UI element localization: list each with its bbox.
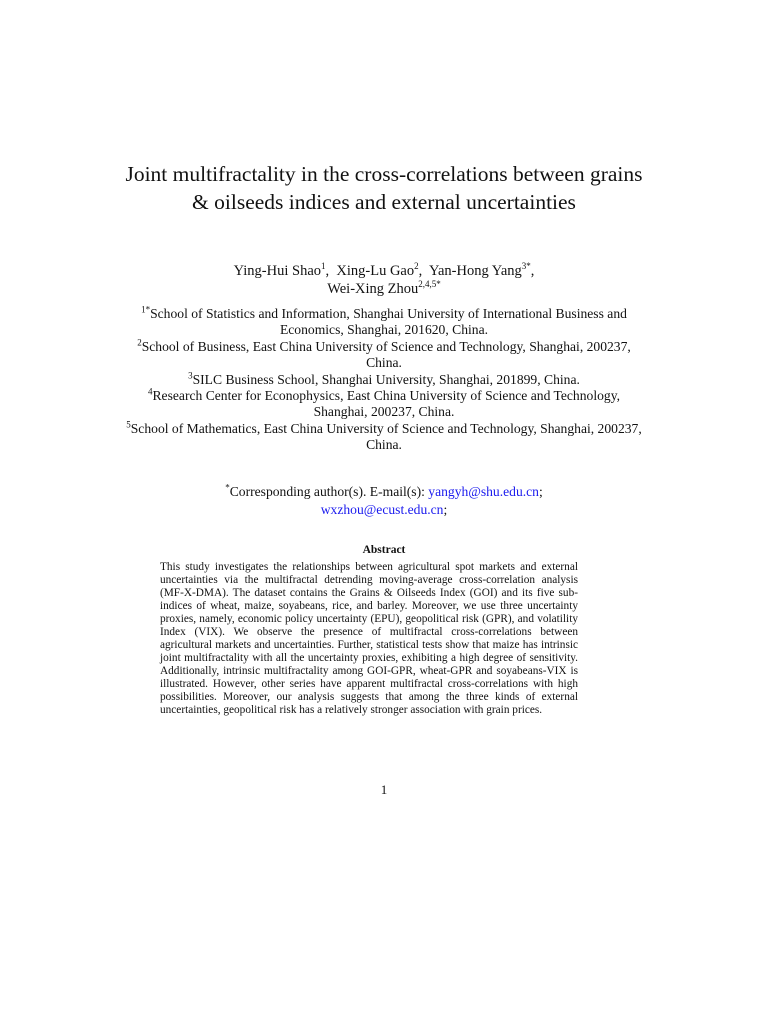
affiliation-text: SILC Business School, Shanghai University, Shanghai, 201899, China.: [192, 371, 580, 387]
affiliation-5: [120, 421, 648, 454]
affiliation-3: [120, 372, 648, 388]
corresponding-label: Corresponding author(s). E-mail(s):: [229, 484, 429, 499]
author-trailing-comma: ,: [530, 263, 535, 279]
author-1: [234, 263, 326, 279]
email-link-2[interactable]: wxzhou@ecust.edu.cn: [320, 502, 444, 517]
author-affiliation-marker: 2: [414, 261, 419, 272]
author-affiliation-marker: 3*: [521, 261, 531, 272]
affiliation-2: [120, 339, 648, 372]
affiliation-marker: 2: [137, 337, 142, 348]
corresponding-star: *: [225, 482, 230, 493]
affiliation-marker: 3: [188, 370, 193, 381]
affiliation-text: Research Center for Econophysics, East China University of Science and Technology, Shanghai, 200237, China.: [152, 388, 621, 420]
abstract-text: This study investigates the relationships between agricultural spot markets and external uncertainties via the multifractal detrending moving-average cross-correlation analysis (MF-X-DMA). The dataset contains the Grains & Oilseeds Index (GOI) and its five sub-indices of wheat, maize, soyabeans, rice, and barley. Moreover, we use three uncertainty proxies, namely, economic policy uncertainty (EPU), geopolitical risk (GPR), and volatility Index (VIX). We observe the presence of multifractal cross-correlations between agricultural markets and uncertainties. Further, statistical tests show that maize has intrinsic joint multifractality with all the uncertainty proxies, exhibiting a high degree of sensitivity. Additionally, intrinsic multifractality among GOI-GPR, wheat-GPR and soyabeans-VIX is illustrated. However, other series have apparent multifractal cross-correlations with high possibilities. Moreover, our analysis suggests that among the three kinds of external uncertainties, geopolitical risk has a relatively stronger association with grain prices.: [160, 561, 578, 716]
author-name: Xing-Lu Gao: [336, 263, 415, 279]
email-link-1[interactable]: yangyh@shu.edu.cn: [428, 484, 539, 499]
paper-title: Joint multifractality in the cross-correlations between grains & oilseeds indices and external uncertainties: [125, 162, 643, 214]
author-list: [120, 262, 648, 298]
author-4: [327, 281, 441, 297]
affiliation-text: School of Mathematics, East China University of Science and Technology, Shanghai, 200237, China.: [130, 420, 642, 453]
author-separator: ,: [418, 263, 429, 279]
affiliation-list: [120, 306, 648, 454]
corresponding-author-note: [120, 483, 648, 519]
author-2: [336, 263, 418, 279]
affiliation-1: [120, 306, 648, 339]
page-number: 1: [380, 782, 388, 797]
email-separator: ;: [538, 484, 543, 499]
author-affiliation-marker: 1: [321, 261, 326, 272]
email-trailing: ;: [443, 502, 448, 517]
author-separator: ,: [325, 263, 337, 279]
affiliation-marker: 5: [126, 419, 131, 430]
affiliation-text: School of Business, East China University of Science and Technology, Shanghai, 200237, China.: [141, 338, 631, 371]
author-name: Ying-Hui Shao: [233, 263, 322, 279]
author-name: Wei-Xing Zhou: [327, 281, 419, 297]
abstract-heading: Abstract: [362, 544, 406, 556]
affiliation-text: School of Statistics and Information, Shanghai University of International Business and Economics, Shanghai, 201620, China.: [150, 306, 627, 338]
affiliation-marker: 1*: [141, 304, 151, 315]
author-affiliation-marker: 2,4,5*: [418, 279, 441, 290]
author-3: [429, 263, 531, 279]
affiliation-marker: 4: [147, 386, 153, 397]
affiliation-4: [120, 388, 648, 421]
author-name: Yan-Hong Yang: [428, 263, 522, 279]
